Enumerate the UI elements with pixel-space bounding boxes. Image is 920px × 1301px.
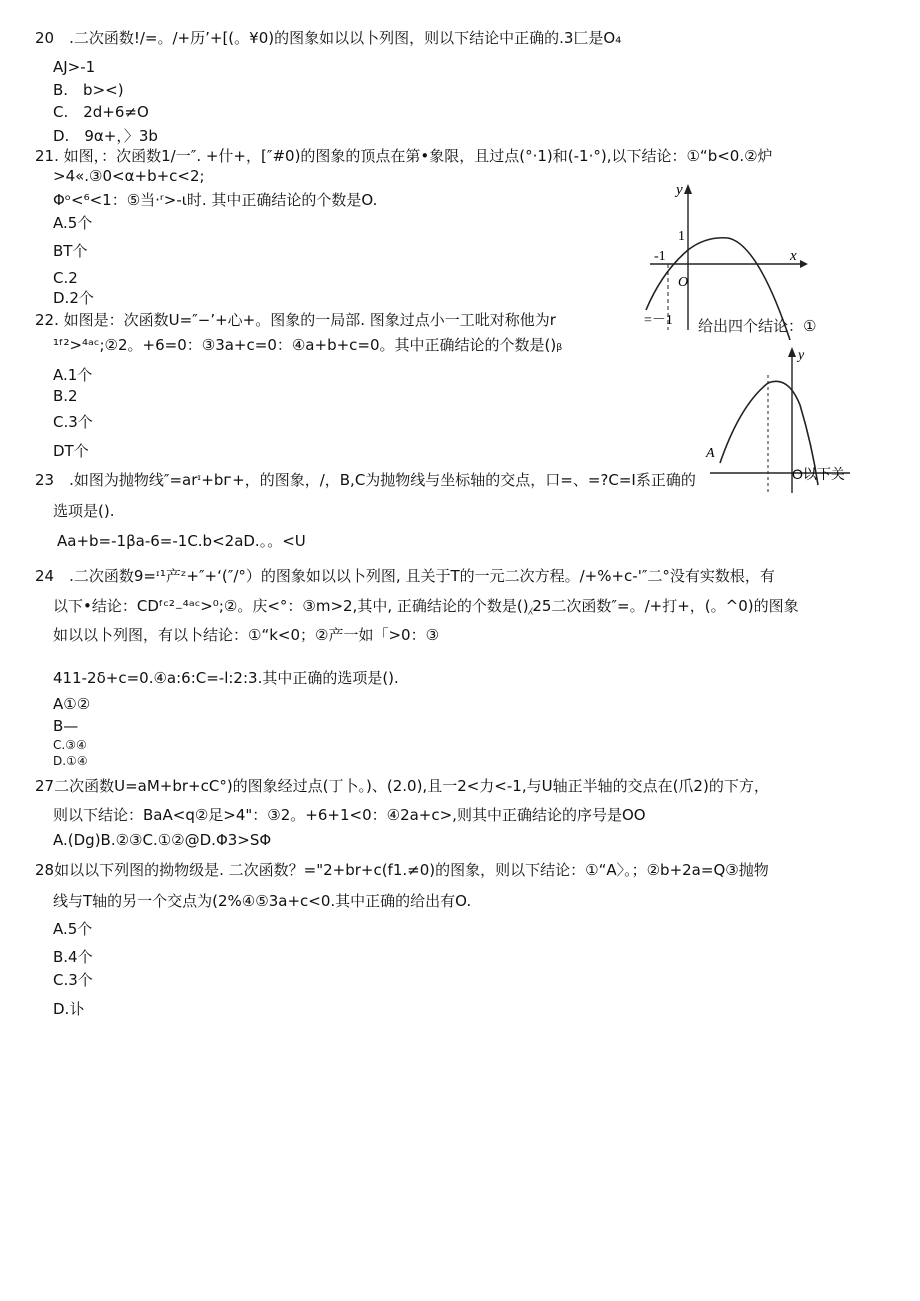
q21-option-b: BT个	[53, 242, 88, 260]
q22-option-d: DT个	[53, 442, 89, 460]
q28-option-c: C.3个	[53, 971, 93, 989]
q22-option-b: B.2	[53, 387, 78, 405]
q28-option-a: A.5个	[53, 920, 93, 938]
q22-option-a: A.1个	[53, 366, 93, 384]
q27-stem-line2: 则以下结论：BaA<q②足>4"：③2。+6+1<0：④2a+c>,则其中正确结论的序号是OO	[53, 806, 646, 824]
q21-stem-line3: Φᵒ<⁶<1：⑤当·ʳ>-ι时. 其中正确结论的个数是O.	[53, 191, 378, 209]
q23-options: Aa+b=-1βa-6=-1C.b<2aD.。。<U	[57, 532, 306, 550]
q27-options: A.(Dg)B.②③C.①②@D.Φ3>SΦ	[53, 831, 272, 849]
q22-fig-tail-label: O以下关	[792, 466, 845, 482]
q22-stem-line1-right: 给出四个结论：①	[698, 317, 817, 335]
q20-option-a: AJ>-1	[53, 58, 96, 76]
q24-stem-line3: 如以以卜列图，有以卜结论：①“k<0；②产一如「>0：③	[53, 626, 440, 644]
q22-stem-line1: 22. 如图是：次函数U=″−’+心+。图象的一局部. 图象过点小一工吡对称他为r	[35, 311, 556, 329]
q20-option-b: B. b><)	[53, 81, 124, 99]
q28-stem-line1: 28如以以下列图的拗物级是. 二次函数？="2+br+c(f1.≠0)的图象，则以下结论：①“A〉。；②b+2a=Q③抛物	[35, 861, 769, 879]
q21-stem-line1: 21. 如图，：次函数1/一″. +什+，[″#0)的图象的顶点在第•象限，且过点(°·1)和(-1·°),以下结论：①“b<0.②炉	[35, 147, 773, 165]
q27-stem-line1: 27二次函数U=aM+br+cC°)的图象经过点(丁卜。)、(2.0),且一2<力<-1,与U轴正半轴的交点在(爪2)的下方，	[35, 777, 769, 795]
q25-stem-line4: 411-2δ+c=0.④a:6:C=-l:2:3.其中正确的选项是().	[53, 669, 399, 687]
q21-fig-label-neg1: -1	[654, 249, 666, 264]
q22-parabola-figure	[700, 345, 860, 500]
q20-option-c: C. 2d+6≠O	[53, 103, 149, 121]
q22-fig-point-a: A	[706, 446, 715, 461]
q25-option-d: D.①④	[53, 754, 88, 768]
q21-y-axis-arrow	[684, 184, 692, 194]
q28-stem-line2: 线与T轴的另一个交点为(2%④⑤3a+c<0.其中正确的给出有O.	[53, 892, 472, 910]
q22-stem-line2: ¹ᶠ²>⁴ᵃᶜ;②2。+6=0：③3a+c=0：④a+b+c=0。其中正确结论的个数是()ᵦ	[53, 336, 563, 354]
q25-option-c: C.③④	[53, 738, 87, 752]
q21-fig-label-1: 1	[678, 229, 685, 244]
q21-fig-y-label: y	[676, 182, 683, 198]
q20-option-d: D. 9α+，〉3b	[53, 127, 158, 145]
q24-stem-line2: 以下•结论：CDᶠᶜ²₋⁴ᵃᶜ>⁰;②。庆<°：③m>2,其中, 正确结论的个数是()⁁25二次函数″=。/+打+，(。^0)的图象	[53, 597, 799, 615]
q21-option-c: C.2	[53, 269, 78, 287]
q24-stem-line1: 24 .二次函数9=ᶦ¹产ᶻ+″+‘(″/°）的图象如以以卜列图, 且关于T的一元二次方程。/+%+c-'″二°没有实数根，有	[35, 567, 775, 585]
q22-option-c: C.3个	[53, 413, 93, 431]
q21-fig-x-label: x	[790, 248, 797, 264]
q25-option-a: A①②	[53, 695, 91, 713]
q21-option-d: D.2个	[53, 289, 94, 307]
q28-option-b: B.4个	[53, 948, 93, 966]
q22-y-axis-arrow	[788, 347, 796, 357]
q22-fig-y-label: y	[798, 348, 805, 363]
q23-stem-line2: 选项是().	[53, 502, 115, 520]
q21-fig-bottom-label: =－1	[644, 313, 673, 328]
q21-fig-origin: O	[678, 275, 689, 290]
q25-option-b: B—	[53, 717, 79, 735]
q28-option-d: D.讣	[53, 1000, 85, 1018]
q21-x-axis-arrow	[800, 260, 808, 268]
q23-stem-line1: 23 .如图为抛物线″=arᶦ+bᴦ+，的图象，/，B,C为抛物线与坐标轴的交点，口=、=?C=I系正确的	[35, 471, 696, 489]
q21-stem-line2: >4«.③0<α+b+c<2;	[53, 167, 205, 185]
q20-stem: 20 .二次函数!/=。/+历’+[(。¥0)的图象如以以卜列图，则以下结论中正确的.3匚是O₄	[35, 29, 622, 47]
q21-option-a: A.5个	[53, 214, 93, 232]
